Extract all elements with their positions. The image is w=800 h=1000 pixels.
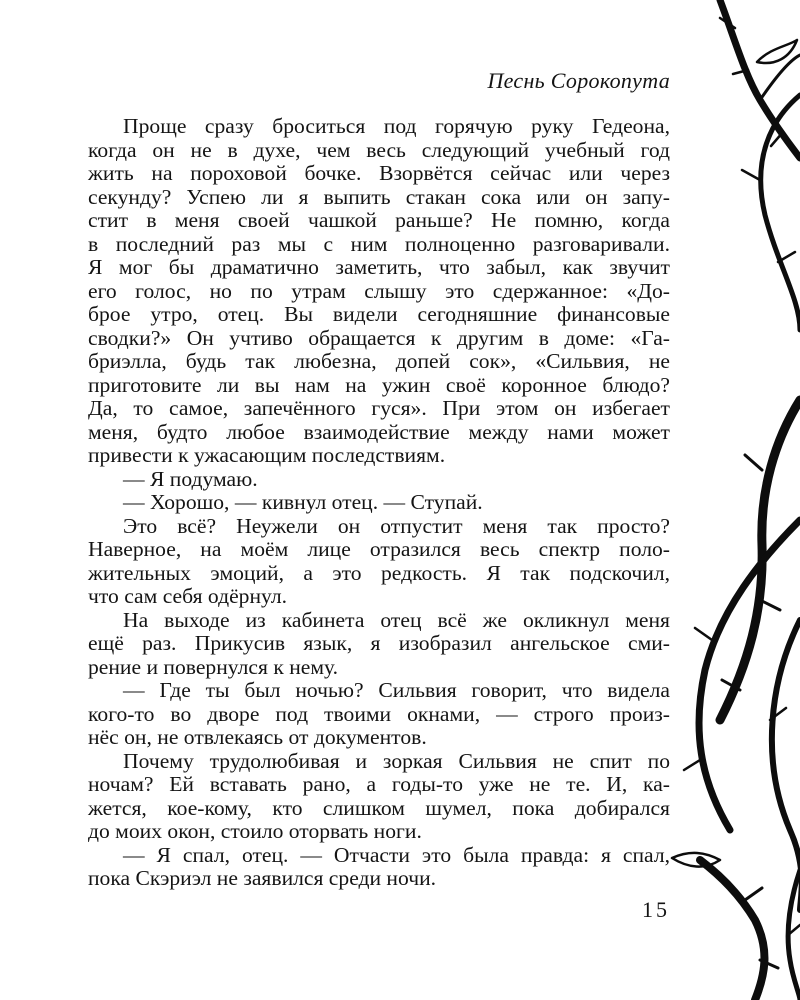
body-text [88, 115, 670, 891]
text-line: Да, то самое, запечённого гуся». При этом он избегает [88, 396, 670, 420]
text-line: стит в меня своей чашкой раньше? Не помню, когда [88, 208, 670, 232]
text-line: ночам? Ей вставать рано, а годы-то уже не те. И, ка- [88, 772, 670, 796]
text-line: На выходе из кабинета отец всё же окликнул меня [123, 607, 670, 632]
text-line: секунду? Успею ли я выпить стакан сока или он запу- [88, 184, 670, 209]
text-line: в последний раз мы с ним полноценно разговаривали. [88, 231, 670, 256]
text-line: — Хорошо, — кивнул отец. — Ступай. [123, 490, 483, 514]
text-line: его голос, но по утрам слышу это сдержанное: «До- [88, 278, 670, 303]
text-line: брое утро, отец. Вы видели сегодняшние финансовые [88, 302, 670, 326]
text-line: жительных эмоций, а это редкость. Я так подскочил, [88, 560, 670, 585]
text-line: — Я спал, отец. — Отчасти это была правда: я спал, [123, 842, 670, 867]
text-line: Я мог бы драматично заметить, что забыл, как звучит [88, 255, 670, 279]
page-number: 15 [642, 897, 670, 922]
text-line: нёс он, не отвлекаясь от документов. [88, 725, 427, 749]
text-line: сводки?» Он учтиво обращается к другим в доме: «Га- [88, 325, 670, 350]
text-line: Это всё? Неужели он отпустит меня так просто? [123, 513, 670, 538]
text-line: кого-то во дворе под твоими окнами, — строго произ- [88, 701, 670, 726]
text-line: жется, кое-кому, кто слишком шумел, пока добирался [88, 795, 670, 820]
running-title: Песнь Сорокопута [487, 68, 670, 93]
text-line: рение и повернулся к нему. [88, 654, 339, 679]
text-line: бриэлла, будь так любезна, допей сок», «Сильвия, не [88, 349, 670, 373]
text-line: до моих окон, стоило оторвать ноги. [88, 819, 422, 843]
text-line: что сам себя одёрнул. [88, 584, 288, 608]
text-line: Наверное, на моём лице отразился весь спектр поло- [88, 537, 670, 561]
text-line: меня, будто любое взаимодействие между нами может [88, 419, 670, 444]
text-line: Проще сразу броситься под горячую руку Гедеона, [123, 114, 670, 138]
text-line: — Где ты был ночью? Сильвия говорит, что видела [123, 678, 670, 702]
text-line: привести к ужасающим последствиям. [88, 443, 446, 467]
text-line: Почему трудолюбивая и зоркая Сильвия не спит по [123, 748, 670, 773]
text-line: ещё раз. Прикусив язык, я изобразил ангельское сми- [88, 631, 670, 655]
text-line: приготовите ли вы нам на ужин своё коронное блюдо? [88, 372, 670, 397]
text-line: пока Скэриэл не заявился среди ночи. [88, 866, 437, 890]
text-line: жить на пороховой бочке. Взорвётся сейчас или через [88, 161, 670, 185]
text-line: — Я подумаю. [123, 466, 258, 491]
text-line: когда он не в духе, чем весь следующий учебный год [88, 137, 670, 162]
